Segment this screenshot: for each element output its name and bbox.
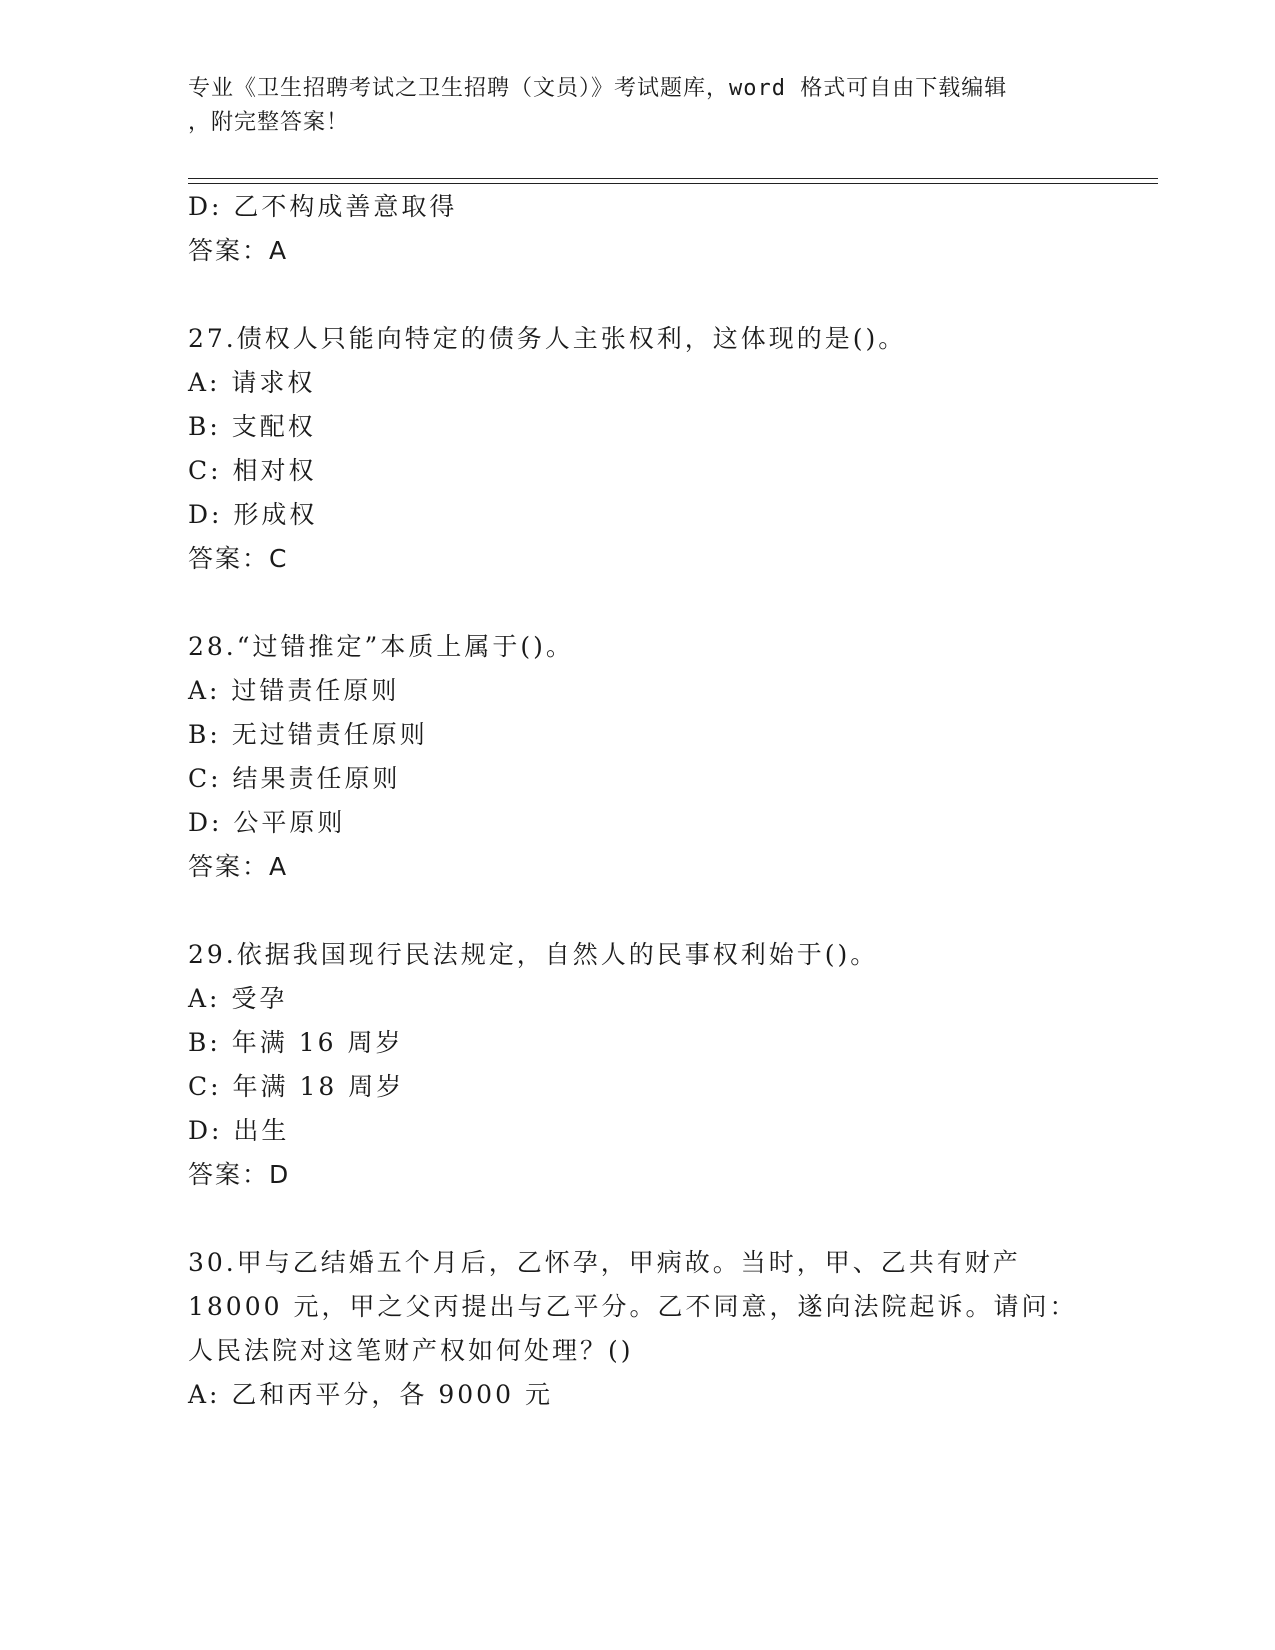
prev-option-d: D: 乙不构成善意取得	[188, 192, 458, 221]
q29-stem: 29.依据我国现行民法规定，自然人的民事权利始于()。	[188, 940, 879, 969]
q28-option-c: C: 结果责任原则	[188, 764, 401, 793]
q27-option-a: A: 请求权	[188, 368, 316, 397]
q29-option-b: B: 年满 16 周岁	[188, 1028, 404, 1057]
q29-option-a: A: 受孕	[188, 984, 288, 1013]
q27-option-c: C: 相对权	[188, 456, 317, 485]
document-header	[188, 72, 1068, 140]
q27-answer: 答案：C	[188, 544, 289, 573]
q28-answer: 答案：A	[188, 852, 289, 881]
q28-option-a: A: 过错责任原则	[188, 676, 400, 705]
q28-stem: 28.“过错推定”本质上属于()。	[188, 632, 574, 661]
q28-option-d: D: 公平原则	[188, 808, 346, 837]
q28-option-b: B: 无过错责任原则	[188, 720, 428, 749]
header-line-2: ，附完整答案！	[188, 110, 350, 135]
q30-stem-line-3: 人民法院对这笔财产权如何处理？()	[188, 1336, 634, 1365]
q27-stem: 27.债权人只能向特定的债务人主张权利，这体现的是()。	[188, 324, 907, 353]
q30-option-a: A: 乙和丙平分，各 9000 元	[188, 1380, 553, 1409]
q30-stem-line-1: 30.甲与乙结婚五个月后，乙怀孕，甲病故。当时，甲、乙共有财产	[188, 1248, 1021, 1277]
q27-option-d: D: 形成权	[188, 500, 318, 529]
header-divider-bottom	[188, 183, 1158, 184]
prev-answer: 答案：A	[188, 236, 289, 265]
header-divider-top	[188, 178, 1158, 179]
q29-option-d: D: 出生	[188, 1116, 290, 1145]
q27-option-b: B: 支配权	[188, 412, 316, 441]
header-line-1: 专业《卫生招聘考试之卫生招聘（文员）》考试题库，word 格式可自由下载编辑	[188, 76, 1008, 101]
q29-answer: 答案：D	[188, 1160, 291, 1189]
q30-stem-line-2: 18000 元，甲之父丙提出与乙平分。乙不同意，遂向法院起诉。请问：	[188, 1292, 1078, 1321]
q29-option-c: C: 年满 18 周岁	[188, 1072, 405, 1101]
